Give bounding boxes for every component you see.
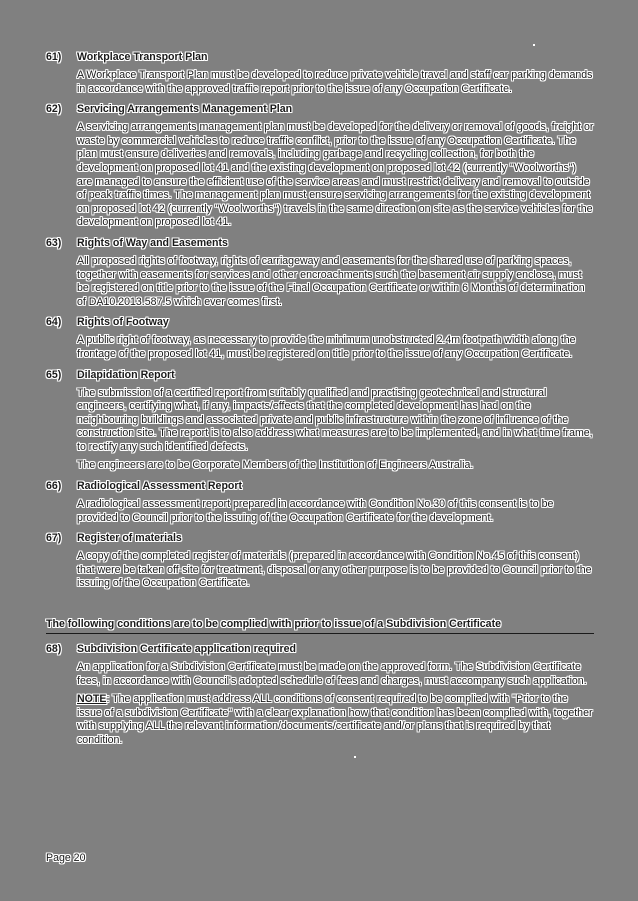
note-label: NOTE bbox=[77, 693, 107, 706]
condition-title: Dilapidation Report bbox=[77, 368, 175, 381]
condition-note bbox=[77, 693, 594, 747]
note-text: : The application must address ALL conditions of consent required to be complied with "Prior to the issue of a subdivision Certificate" with a clear explanation how that condition has been complied with, together with supplying ALL the relevant information/documents/certificate and/or plans that is required by that condition. bbox=[77, 693, 593, 746]
condition-title: Radiological Assessment Report bbox=[77, 480, 243, 493]
condition-number: 63) bbox=[46, 236, 62, 249]
condition-61 bbox=[46, 50, 594, 96]
scan-speck bbox=[533, 44, 535, 46]
document-page bbox=[46, 50, 594, 754]
scan-speck bbox=[354, 756, 356, 758]
condition-65 bbox=[46, 368, 594, 474]
condition-title: Rights of Way and Easements bbox=[77, 236, 228, 249]
condition-text: A Workplace Transport Plan must be developed to reduce private vehicle travel and staff car parking demands in accordance with the approved traffic report prior to the issue of any Occupation Certificate. bbox=[77, 69, 593, 95]
condition-title: Rights of Footway bbox=[77, 316, 169, 329]
condition-63 bbox=[46, 236, 594, 309]
condition-text: The submission of a certified report from suitably qualified and practising geotechnical and structural engineers, certifying what, if any, impacts/effects that the completed development has had on the neighbouring buildings and associated private and public infrastructure within the zone of influence of the construction site. The report is to also address what measures are to be implemented, and in what time frame, to rectify any such identified defects. bbox=[77, 386, 593, 453]
condition-text: A servicing arrangements management plan must be developed for the delivery or removal of goods, freight or waste by commercial vehicles to reduce traffic conflict, prior to the issue of any Occupation Certificate. The plan must ensure deliveries and removals, including garbage and recycling collection, for both the development on proposed lot 41 and the existing development on proposed lot 42 (currently "Woolworths") are managed to ensure the efficient use of the service areas and must restrict delivery and removal to outside of peak traffic times. The management plan must ensure servicing arrangements for the existing development on proposed lot 42 (currently "Woolworths") travels in the same direction on site as the service vehicles for the development on proposed lot 41. bbox=[77, 121, 594, 229]
condition-62 bbox=[46, 102, 594, 230]
section-heading: The following conditions are to be complied with prior to issue of a Subdivision Certificate bbox=[46, 617, 594, 634]
page-number: Page 20 bbox=[46, 852, 86, 864]
condition-66 bbox=[46, 479, 594, 525]
condition-number: 67) bbox=[46, 532, 62, 545]
condition-number: 68) bbox=[46, 643, 62, 656]
condition-text: The engineers are to be Corporate Members of the Institution of Engineers Australia. bbox=[77, 459, 474, 472]
condition-text: An application for a Subdivision Certificate must be made on the approved form. The Subdivision Certificate fees, in accordance with Council's adopted schedule of fees and charges, must accompany such application. bbox=[77, 661, 587, 687]
condition-number: 66) bbox=[46, 480, 62, 493]
condition-67 bbox=[46, 531, 594, 591]
condition-title: Workplace Transport Plan bbox=[77, 51, 208, 63]
condition-title: Subdivision Certificate application required bbox=[77, 643, 296, 656]
condition-text: A public right of footway, as necessary to provide the minimum unobstructed 2.4m footpath width along the frontage of the proposed lot 41, must be registered on title prior to the issue of any Occupation Certificate. bbox=[77, 334, 576, 360]
condition-68 bbox=[46, 642, 594, 748]
condition-text: A copy of the completed register of materials (prepared in accordance with Condition No.45 of this consent) that were be taken off-site for treatment, disposal or any other purpose is to be provided to Council prior to the issuing of the Occupation Certificate. bbox=[77, 550, 592, 590]
condition-number: 64) bbox=[46, 316, 62, 329]
condition-title: Register of materials bbox=[77, 532, 182, 545]
condition-64 bbox=[46, 315, 594, 361]
condition-number: 62) bbox=[46, 103, 62, 116]
condition-text: All proposed rights of footway, rights of carriageway and easements for the shared use of parking spaces, together with easements for services and other encroachments such the basement air supply enclose, must be registered on title prior to the issue of the Final Occupation Certificate or within 6 Months of determination of DA10.2013.587.5 which ever comes first. bbox=[77, 254, 585, 308]
condition-title: Servicing Arrangements Management Plan bbox=[77, 103, 293, 116]
condition-number: 65) bbox=[46, 368, 62, 381]
condition-number: 61) bbox=[46, 51, 62, 63]
condition-text: A radiological assessment report prepared in accordance with Condition No.30 of this consent is to be provided to Council prior to the issuing of the Occupation Certificate for the development. bbox=[77, 498, 554, 524]
